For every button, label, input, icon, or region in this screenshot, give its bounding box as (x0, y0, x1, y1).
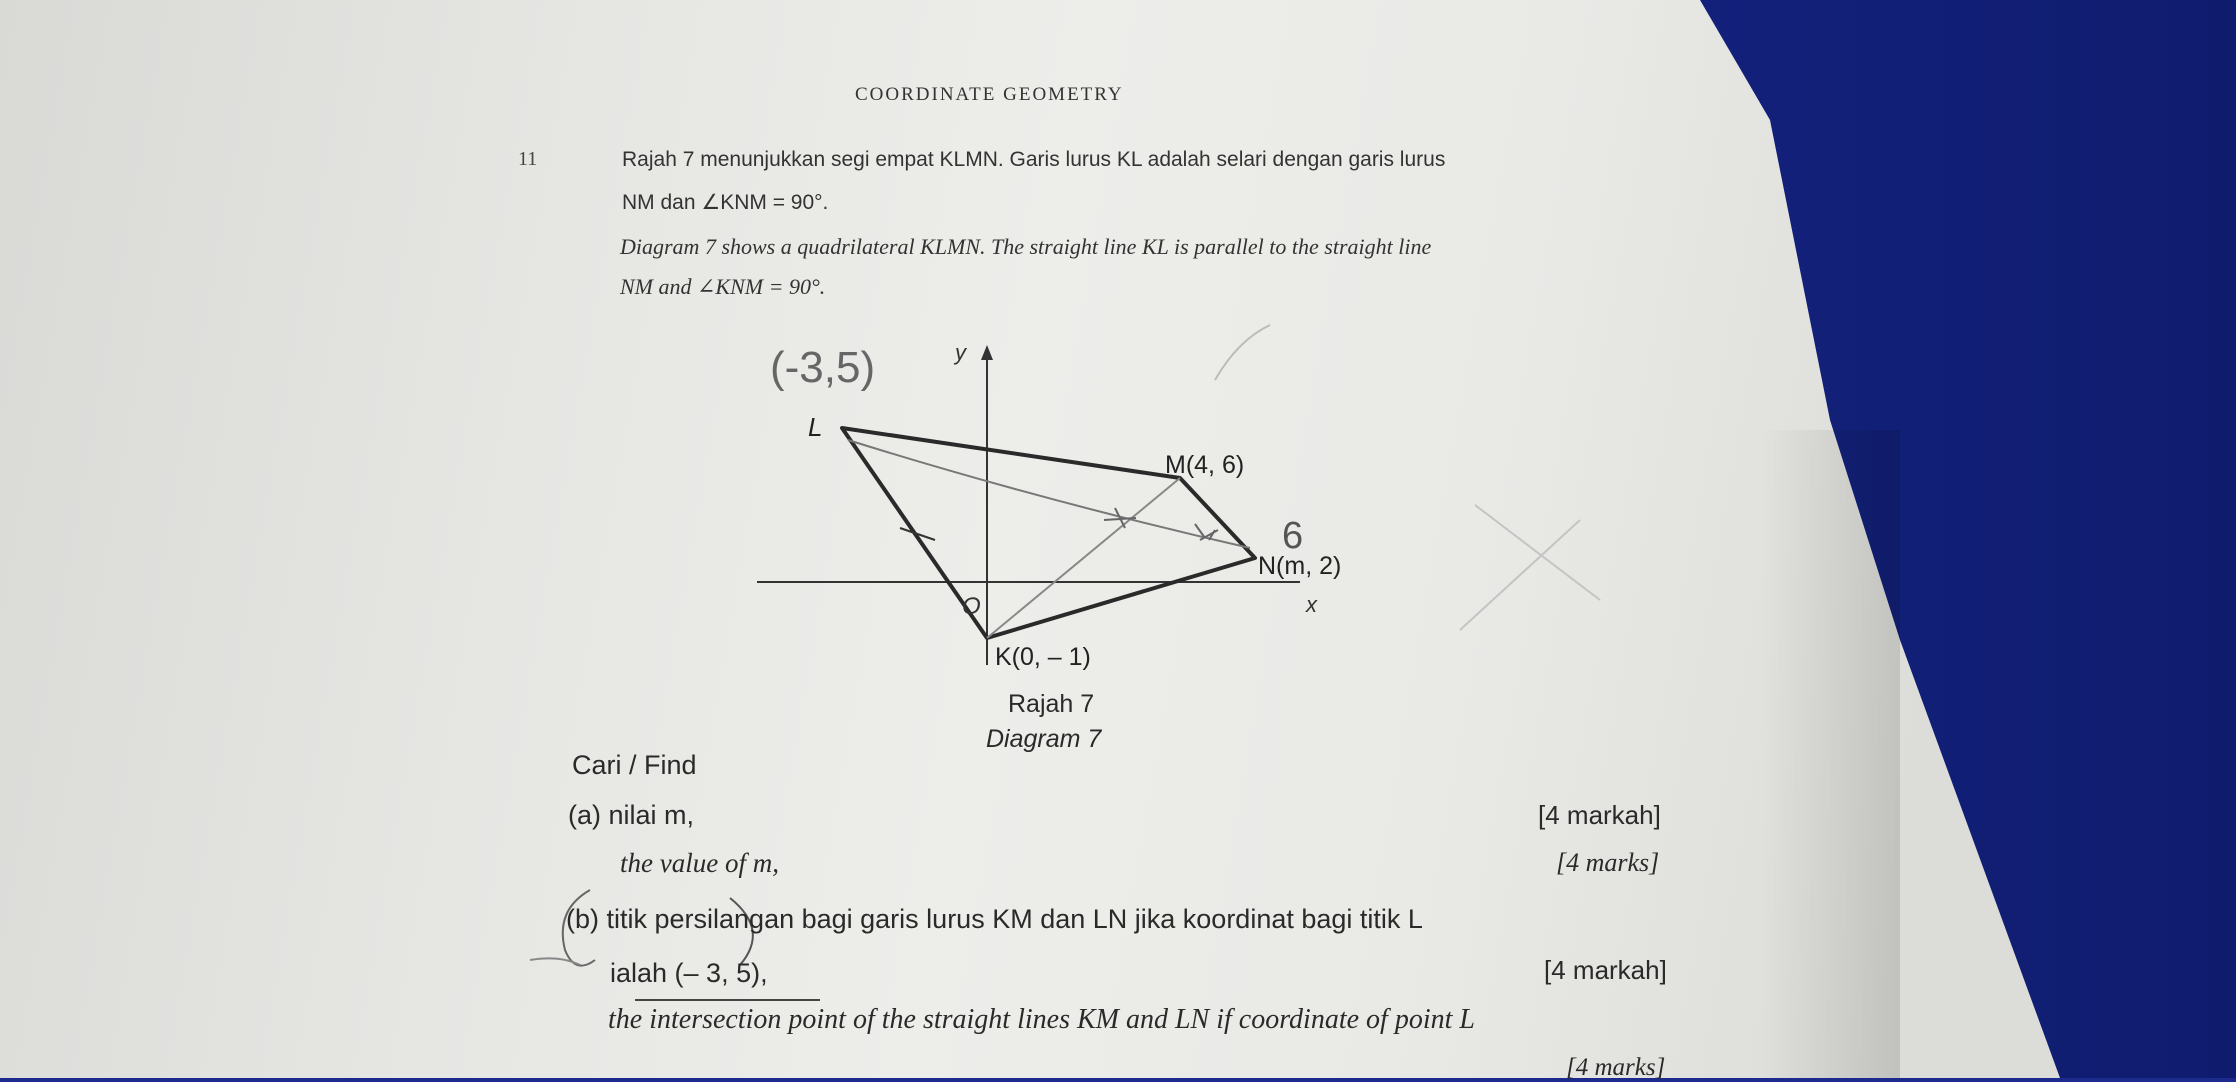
handwritten-point-note: (-3,5) (770, 343, 876, 392)
part-b-english: the intersection point of the straight lines KM and LN if coordinate of point L (608, 1004, 1475, 1035)
part-a-english-marks: [4 marks] (1556, 848, 1660, 877)
intersection-mark-icon (1104, 508, 1136, 528)
pencil-stroke-icon (1215, 325, 1270, 380)
question-english-line1: Diagram 7 shows a quadrilateral KLMN. The straight line KL is parallel to the straight line (620, 234, 1432, 259)
question-english-line2: NM and ∠KNM = 90°. (620, 274, 826, 299)
y-axis-arrow-icon (981, 345, 993, 360)
pencil-scribble-icon (530, 958, 580, 965)
point-l-label: L (808, 412, 823, 442)
part-a-malay-marks: [4 markah] (1538, 800, 1661, 830)
question-malay-line2: NM dan ∠KNM = 90°. (622, 191, 829, 214)
page-title: COORDINATE GEOMETRY (855, 84, 1124, 105)
part-a-english: the value of m, (620, 848, 779, 878)
part-b-english-marks: [4 marks] (1566, 1054, 1666, 1081)
x-axis-label: x (1306, 592, 1317, 617)
caption-english: Diagram 7 (986, 725, 1102, 753)
point-n-label: N(m, 2) (1258, 552, 1342, 580)
y-axis-label: y (955, 340, 966, 365)
point-m-label: M(4, 6) (1165, 451, 1245, 479)
line-km-pencil (987, 478, 1180, 638)
origin-label: O (962, 593, 981, 620)
part-b-malay-line1: (b) titik persilangan bagi garis lurus KM dan LN jika koordinat bagi titik L (566, 904, 1423, 934)
part-b-malay-line2: ialah (– 3, 5), (610, 958, 768, 988)
faint-cross-icon (1460, 505, 1600, 630)
caption-malay: Rajah 7 (1008, 690, 1095, 718)
question-malay-line1: Rajah 7 menunjukkan segi empat KLMN. Garis lurus KL adalah selari dengan garis lurus (622, 148, 1446, 171)
handwritten-6: 6 (1282, 515, 1304, 557)
find-label: Cari / Find (572, 750, 697, 780)
part-a-malay: (a) nilai m, (568, 800, 695, 830)
question-number: 11 (518, 148, 538, 170)
part-b-malay-marks: [4 markah] (1544, 955, 1667, 985)
point-k-label: K(0, – 1) (995, 643, 1091, 671)
